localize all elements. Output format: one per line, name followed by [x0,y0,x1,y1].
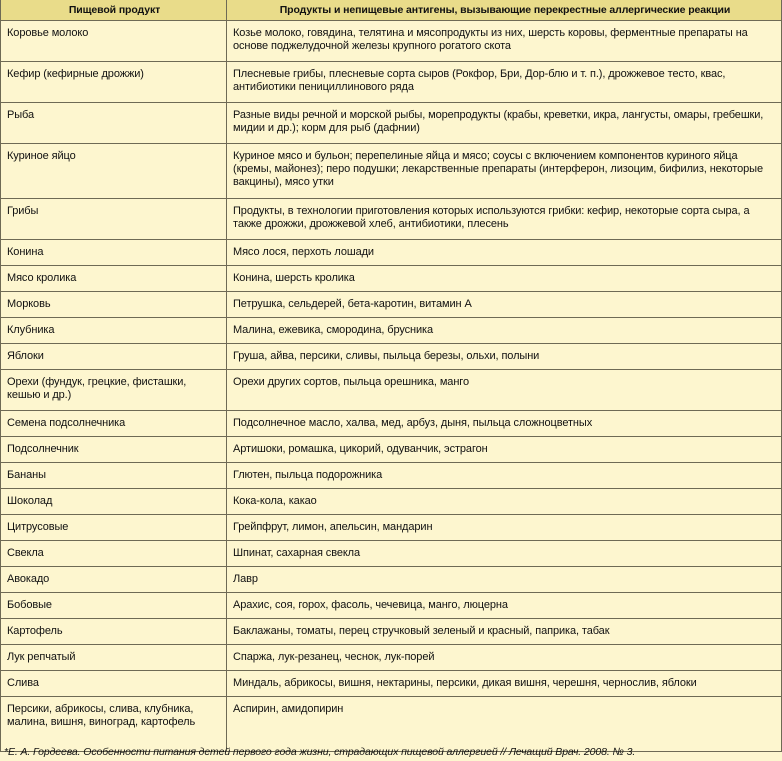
food-product-cell: Картофель [1,619,227,645]
cross-reaction-cell: Разные виды речной и морской рыбы, морепродукты (крабы, креветки, икра, лангусты, омары, гребешки, мидии и др.); корм для рыб (дафнии) [227,103,782,144]
food-product-cell: Коровье молоко [1,21,227,62]
food-product-cell: Бобовые [1,593,227,619]
table-row [1,697,782,752]
food-product-cell: Яблоки [1,344,227,370]
table-row [1,318,782,344]
table-row [1,619,782,645]
cross-reaction-cell: Подсолнечное масло, халва, мед, арбуз, дыня, пыльца сложноцветных [227,411,782,437]
header-food-product: Пищевой продукт [1,0,227,21]
food-product-cell: Куриное яйцо [1,144,227,199]
cross-reaction-cell: Арахис, соя, горох, фасоль, чечевица, манго, люцерна [227,593,782,619]
cross-reaction-cell: Петрушка, сельдерей, бета-каротин, витамин А [227,292,782,318]
food-product-cell: Орехи (фундук, грецкие, фисташки, кешью и др.) [1,370,227,411]
cross-reaction-cell: Кока-кола, какао [227,489,782,515]
cross-reaction-cell: Козье молоко, говядина, телятина и мясопродукты из них, шерсть коровы, ферментные препараты на основе поджелудочной железы крупного рогатого скота [227,21,782,62]
cross-reaction-cell: Грейпфрут, лимон, апельсин, мандарин [227,515,782,541]
cross-reaction-cell: Плесневые грибы, плесневые сорта сыров (Рокфор, Бри, Дор-блю и т. п.), дрожжевое тесто, квас, антибиотики пенициллинового ряда [227,62,782,103]
table-row [1,671,782,697]
food-product-cell: Авокадо [1,567,227,593]
food-product-cell: Морковь [1,292,227,318]
table-row [1,541,782,567]
cross-reaction-cell: Лавр [227,567,782,593]
header-cross-reactions: Продукты и непищевые антигены, вызывающие перекрестные аллергические реакции [227,0,782,21]
table-row [1,370,782,411]
cross-reaction-cell: Миндаль, абрикосы, вишня, нектарины, персики, дикая вишня, черешня, чернослив, яблоки [227,671,782,697]
footnote: *Е. А. Гордеева. Особенности питания детей первого года жизни, страдающих пищевой аллергией // Лечащий Врач. 2008. № 3. [4,746,636,758]
table-row [1,21,782,62]
food-product-cell: Персики, абрикосы, слива, клубника, малина, вишня, виноград, картофель [1,697,227,752]
table-row [1,240,782,266]
table-body [1,21,782,752]
table-row [1,411,782,437]
cross-reaction-cell: Аспирин, амидопирин [227,697,782,752]
food-product-cell: Мясо кролика [1,266,227,292]
food-product-cell: Рыба [1,103,227,144]
table-row [1,567,782,593]
cross-reaction-cell: Спаржа, лук-резанец, чеснок, лук-порей [227,645,782,671]
table-row [1,199,782,240]
food-product-cell: Лук репчатый [1,645,227,671]
table-row [1,437,782,463]
cross-reaction-cell: Малина, ежевика, смородина, брусника [227,318,782,344]
cross-reaction-cell: Баклажаны, томаты, перец стручковый зеленый и красный, паприка, табак [227,619,782,645]
cross-reaction-cell: Куриное мясо и бульон; перепелиные яйца и мясо; соусы с включением компонентов куриного яйца (кремы, майонез); перо подушки; лекарственные препараты (интерферон, лизоцим, бифилиз, некоторые вакцины), мясо утки [227,144,782,199]
food-product-cell: Цитрусовые [1,515,227,541]
table-row [1,292,782,318]
table-row [1,645,782,671]
table-row [1,463,782,489]
cross-reaction-cell: Глютен, пыльца подорожника [227,463,782,489]
food-product-cell: Бананы [1,463,227,489]
food-product-cell: Конина [1,240,227,266]
cross-reaction-cell: Артишоки, ромашка, цикорий, одуванчик, эстрагон [227,437,782,463]
cross-reaction-cell: Конина, шерсть кролика [227,266,782,292]
food-product-cell: Свекла [1,541,227,567]
food-product-cell: Шоколад [1,489,227,515]
table-row [1,489,782,515]
food-product-cell: Клубника [1,318,227,344]
food-product-cell: Кефир (кефирные дрожжи) [1,62,227,103]
food-product-cell: Слива [1,671,227,697]
cross-reaction-cell: Шпинат, сахарная свекла [227,541,782,567]
table-row [1,62,782,103]
cross-reaction-cell: Мясо лося, перхоть лошади [227,240,782,266]
food-product-cell: Семена подсолнечника [1,411,227,437]
food-product-cell: Подсолнечник [1,437,227,463]
table-row [1,103,782,144]
table-row [1,344,782,370]
table-row [1,515,782,541]
cross-reaction-cell: Орехи других сортов, пыльца орешника, манго [227,370,782,411]
table-header-row [1,0,782,21]
table-row [1,266,782,292]
table-row [1,593,782,619]
table-row [1,144,782,199]
cross-reaction-cell: Продукты, в технологии приготовления которых используются грибки: кефир, некоторые сорта сыра, а также дрожжи, дрожжевой хлеб, антибиотики, плесень [227,199,782,240]
cross-reaction-cell: Груша, айва, персики, сливы, пыльца березы, ольхи, полыни [227,344,782,370]
food-product-cell: Грибы [1,199,227,240]
